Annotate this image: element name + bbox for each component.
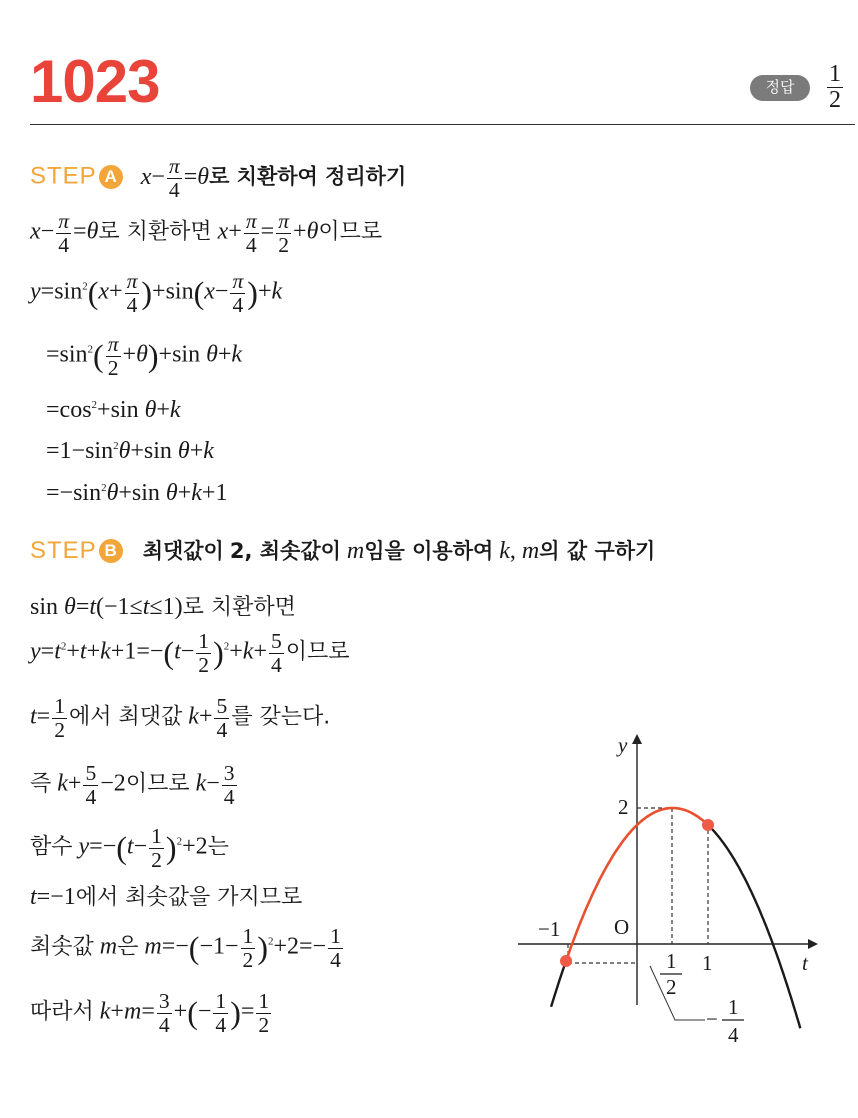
min-point: [560, 955, 572, 967]
step-a-badge: A: [99, 165, 123, 189]
y-axis-label: y: [618, 733, 628, 757]
step-b-line-4: 즉 k+ $\frac{5}{4}$ −2이므로 k− $\frac{3}{4}$: [30, 761, 235, 809]
step-a-line-3: $=\sin^2$( $\frac{\pi}{2}$ +θ)+sin θ+k: [46, 332, 243, 380]
step-b-line-8: 따라서 k+m= $\frac{3}{4}$ +(− $\frac{1}{4}$ )= $\frac{1}{2}$: [30, 989, 270, 1037]
step-a-line-5: $=1-\sin^2\theta+\sin$ θ+k: [46, 438, 214, 464]
step-a-line-6: $=-\sin^2\theta+\sin$ θ+k+1: [46, 480, 228, 506]
endpoint-t1: [702, 819, 714, 831]
step-b-line-2: $y=t^2+t+k+1=-(t-$ $\frac{1}{2}$ )$^2$+k+ $\frac{5}{4}$ 이므로: [30, 629, 350, 677]
problem-number: 1023: [30, 48, 160, 115]
step-b-badge: B: [99, 539, 123, 563]
step-a-line-1: x− $\frac{\pi}{4}$ =θ로 치환하면 x+ $\frac{\pi}{4}$ = $\frac{\pi}{2}$ +θ이므로: [30, 209, 383, 257]
tick-neg1: −1: [538, 917, 561, 941]
t-axis-label: t: [802, 951, 808, 975]
step-a-line-2: $y=\sin^2(x+$ $\frac{\pi}{4}$ )+sin(x− $\frac{\pi}{4}$ )+k: [30, 269, 283, 317]
tick-half-den: 2: [666, 975, 677, 999]
t-axis-arrow: [808, 939, 818, 949]
parabola-graph: [510, 730, 830, 1060]
neg-quarter-minus: −: [706, 1007, 718, 1031]
step-b-line-1: sin θ=t(−1≤t≤1)로 치환하면: [30, 594, 296, 620]
step-b-line-6: t=−1에서 최솟값을 가지므로: [30, 884, 303, 910]
answer-value: $\frac{1}{2}$: [829, 61, 841, 114]
origin-label: O: [614, 915, 630, 939]
step-b-line-3: t= $\frac{1}{2}$ 에서 최댓값 k+ $\frac{5}{4}$ 를 갖는다.: [30, 694, 331, 742]
parabola-outer-left: [551, 961, 566, 1007]
y-axis-arrow: [632, 734, 642, 744]
tick-1: 1: [702, 951, 713, 975]
neg-quarter-num: 1: [728, 995, 739, 1019]
step-b-line-5: 함수 y=−(t− $\frac{1}{2}$ )$^2$+2는: [30, 824, 229, 872]
step-a-heading: STEP A x− $\frac{\pi}{4}$ =θ로 치환하여 정리하기: [30, 154, 407, 202]
step-b-heading: STEP B 최댓값이 2, 최솟값이 m임을 이용하여 k, m의 값 구하기: [30, 537, 656, 564]
header-rule: [30, 124, 855, 125]
answer-badge: 정답: [750, 75, 810, 101]
step-b-line-7: 최솟값 m은 m=−(−1− $\frac{1}{2}$ )$^2$+2=− $\frac{1}{4}$: [30, 924, 341, 972]
tick-half-num: 1: [666, 949, 677, 973]
tick-2: 2: [618, 795, 629, 819]
parabola-outer-right: [708, 825, 800, 1028]
neg-quarter-den: 4: [728, 1023, 739, 1047]
step-a-line-4: $=\cos^2+\sin$ θ+k: [46, 397, 181, 423]
